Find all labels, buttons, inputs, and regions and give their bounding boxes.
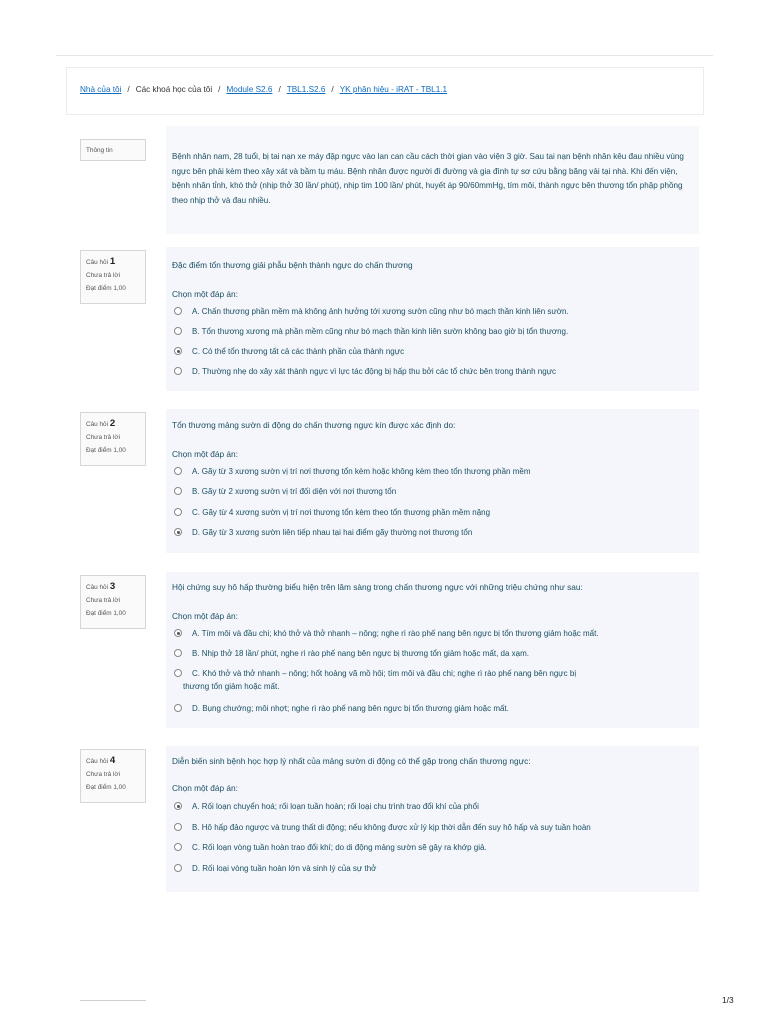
- radio-button[interactable]: [174, 508, 182, 516]
- question-number: 3: [109, 581, 116, 592]
- radio-button-selected[interactable]: [174, 347, 182, 355]
- question-text: Tổn thương mảng sườn di động do chấn thương ngực kín được xác định do:: [172, 420, 456, 430]
- breadcrumb-tbl-link[interactable]: TBL1.S2.6: [286, 85, 326, 94]
- answer-option-b[interactable]: B. Gãy từ 2 xương sườn vị trí đối diện với nơi thương tổn: [174, 485, 689, 498]
- question-score: Đạt điểm 1,00: [86, 784, 126, 791]
- question-text: Đặc điểm tổn thương giải phẫu bệnh thành ngực do chấn thương: [172, 260, 413, 270]
- radio-button[interactable]: [174, 649, 182, 657]
- answer-option-d[interactable]: D. Thường nhẹ do xây xát thành ngực vì lực tác động bị hấp thu bởi các tổ chức bên trong thành ngực: [174, 365, 689, 378]
- question-score: Đạt điểm 1,00: [86, 610, 126, 617]
- question-info-box: Câu hỏi 3 Chưa trả lời Đạt điểm 1,00: [80, 575, 146, 629]
- answer-option-d[interactable]: D. Bụng chướng; môi nhợt; nghe rì rào phế nang bên ngực bị tổn thương giảm hoặc mất.: [174, 702, 689, 715]
- info-content: [166, 126, 699, 234]
- answer-option-c-continued: thương tổn giảm hoặc mất.: [183, 682, 280, 691]
- answer-option-b[interactable]: B. Hô hấp đảo ngược và trung thất di động; nếu không được xử lý kịp thời dẫn đến suy hô hấp và suy tuần hoàn: [174, 821, 689, 834]
- footer-divider: [80, 1000, 146, 1001]
- question-number: 4: [109, 755, 116, 766]
- answer-option-b[interactable]: B. Nhịp thở 18 lần/ phút, nghe rì rào phế nang bên ngực bị thương tổn giảm hoặc mất, da xạm.: [174, 647, 689, 660]
- question-status: Chưa trả lời: [86, 597, 121, 604]
- answer-option-a[interactable]: A. Gãy từ 3 xương sườn vị trí nơi thương tổn kèm hoặc không kèm theo tổn thương phần mềm: [174, 465, 689, 478]
- question-content: [166, 572, 699, 728]
- radio-button-selected[interactable]: [174, 802, 182, 810]
- radio-button[interactable]: [174, 367, 182, 375]
- answer-option-c[interactable]: C. Khó thở và thở nhanh – nông; hốt hoảng vã mồ hôi; tím môi và đầu chi; nghe rì rào phế nang bên ngực bị thương tổn giảm hoặc mất.: [174, 667, 689, 693]
- breadcrumb: Nhà của tôi / Các khoá học của tôi / Module S2.6 / TBL1.S2.6 / YK phân hiệu - iRAT - TBL1.1: [80, 85, 448, 94]
- radio-button-selected[interactable]: [174, 528, 182, 536]
- breadcrumb-container: [66, 67, 704, 115]
- answer-option-d[interactable]: D. Gãy từ 3 xương sườn liên tiếp nhau tại hai điểm gãy thường nơi thương tổn: [174, 526, 689, 539]
- question-number: 2: [109, 418, 116, 429]
- answer-option-a[interactable]: A. Tím môi và đầu chi; khó thở và thở nhanh – nông; nghe rì rào phế nang bên ngực bị tổn thương giảm hoặc mất.: [174, 627, 689, 640]
- answer-prompt: Chọn một đáp án:: [172, 611, 238, 621]
- question-info-box: Câu hỏi 2 Chưa trả lời Đạt điểm 1,00: [80, 412, 146, 466]
- radio-button[interactable]: [174, 704, 182, 712]
- breadcrumb-quiz-link[interactable]: YK phân hiệu - iRAT - TBL1.1: [339, 85, 448, 94]
- breadcrumb-my-courses: Các khoá học của tôi: [135, 85, 213, 94]
- question-4: [66, 746, 704, 892]
- answer-option-a[interactable]: A. Rối loạn chuyển hoá; rối loạn tuần hoàn; rối loại chu trình trao đổi khí của phổi: [174, 800, 689, 813]
- answer-prompt: Chọn một đáp án:: [172, 449, 238, 459]
- question-number: 1: [109, 256, 116, 267]
- info-text: Bệnh nhân nam, 28 tuổi, bị tai nạn xe máy đập ngực vào lan can cầu cách thời gian vào viện 3 giờ. Sau tai nạn bệnh nhân kêu đau nhiều vùng ngực bên phải kèm theo xây xát và bầm tụ máu. Bệnh nhân được người đi đường và gia đình tự sơ cứu bằng băng vải tại nhà. Khi đến viện, bệnh nhân tỉnh, khó thở (nhịp thở 30 lần/ phút), nhịp tim 100 lần/ phút, huyết áp 90/60mmHg, tím môi, thành ngực bên thương tổn phập phồng theo nhịp thở và đau nhiều.: [172, 152, 684, 205]
- radio-button[interactable]: [174, 843, 182, 851]
- question-status: Chưa trả lời: [86, 434, 121, 441]
- breadcrumb-module-link[interactable]: Module S2.6: [226, 85, 273, 94]
- radio-button-selected[interactable]: [174, 629, 182, 637]
- radio-button[interactable]: [174, 864, 182, 872]
- answer-option-d[interactable]: D. Rối loại vòng tuần hoàn lớn và sinh lý của sự thở: [174, 862, 689, 875]
- info-label-box: [80, 139, 146, 161]
- question-3: [66, 572, 704, 728]
- question-2: [66, 409, 704, 553]
- question-status: Chưa trả lời: [86, 272, 121, 279]
- question-score: Đạt điểm 1,00: [86, 285, 126, 292]
- answer-option-c[interactable]: C. Gãy từ 4 xương sườn vị trí nơi thương tổn kèm theo tổn thương phần mềm nặng: [174, 506, 689, 519]
- radio-button[interactable]: [174, 669, 182, 677]
- question-content: [166, 247, 699, 391]
- question-text: Diễn biến sinh bệnh học hợp lý nhất của mảng sườn di động có thể gặp trong chấn thương ngực:: [172, 756, 531, 766]
- radio-button[interactable]: [174, 307, 182, 315]
- answer-option-b[interactable]: B. Tổn thương xương mà phần mềm cũng như bó mạch thần kinh liên sườn không bao giờ bị tổn thương.: [174, 325, 689, 338]
- question-content: [166, 409, 699, 553]
- question-1: [66, 247, 704, 391]
- info-label: Thông tin: [86, 147, 113, 154]
- info-block: [66, 126, 704, 234]
- page-number: 1/3: [722, 995, 734, 1005]
- question-status: Chưa trả lời: [86, 771, 121, 778]
- answer-prompt: Chọn một đáp án:: [172, 783, 238, 793]
- radio-button[interactable]: [174, 327, 182, 335]
- question-score: Đạt điểm 1,00: [86, 447, 126, 454]
- answer-option-a[interactable]: A. Chấn thương phần mềm mà không ảnh hưởng tới xương sườn cũng như bó mạch thần kinh liên sườn.: [174, 305, 689, 318]
- question-info-box: Câu hỏi 1 Chưa trả lời Đạt điểm 1,00: [80, 250, 146, 304]
- radio-button[interactable]: [174, 487, 182, 495]
- radio-button[interactable]: [174, 823, 182, 831]
- answer-option-c[interactable]: C. Rối loạn vòng tuần hoàn trao đổi khí; do di động mảng sườn sẽ gây ra khớp giả.: [174, 841, 689, 854]
- question-info-box: Câu hỏi 4 Chưa trả lời Đạt điểm 1,00: [80, 749, 146, 803]
- top-divider: [56, 55, 713, 56]
- answer-option-c[interactable]: C. Có thể tổn thương tất cả các thành phần của thành ngực: [174, 345, 689, 358]
- breadcrumb-home-link[interactable]: Nhà của tôi: [80, 85, 122, 94]
- question-text: Hội chứng suy hô hấp thường biểu hiện trên lâm sàng trong chấn thương ngực với những triệu chứng như sau:: [172, 582, 583, 592]
- answer-prompt: Chọn một đáp án:: [172, 289, 238, 299]
- radio-button[interactable]: [174, 467, 182, 475]
- question-content: [166, 746, 699, 892]
